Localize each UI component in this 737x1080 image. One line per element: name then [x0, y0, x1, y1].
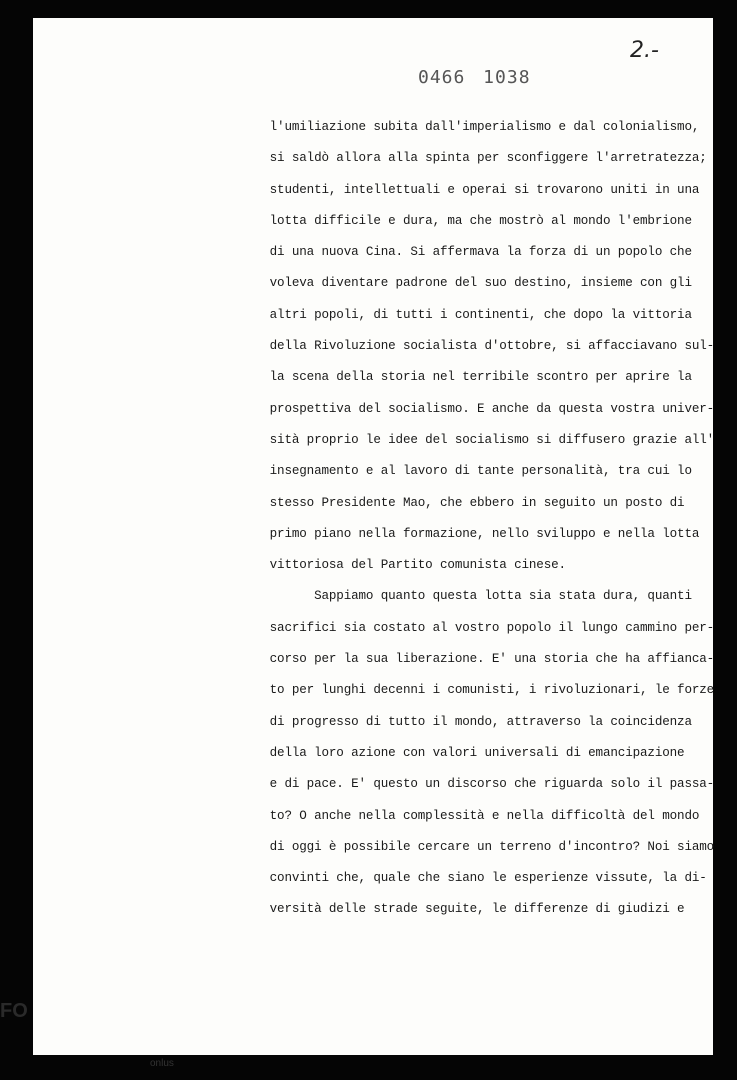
text-line: e di pace. E' questo un discorso che riguarda solo il passa- — [240, 777, 715, 792]
text-line: studenti, intellettuali e operai si trovarono uniti in una — [240, 182, 700, 197]
text-line: la scena della storia nel terribile scontro per aprire la — [240, 370, 692, 385]
text-line: di oggi è possibile cercare un terreno d'incontro? Noi siamo — [240, 839, 715, 854]
text-line: to? O anche nella complessità e nella difficoltà del mondo — [240, 808, 700, 823]
text-line: della loro azione con valori universali di emancipazione — [240, 745, 685, 760]
text-line: insegnamento e al lavoro di tante personalità, tra cui lo — [240, 464, 692, 479]
text-line: sità proprio le idee del socialismo si diffusero grazie all' — [240, 432, 715, 447]
text-line: l'umiliazione subita dall'imperialismo e dal colonialismo, — [240, 120, 700, 134]
text-line: versità delle strade seguite, le differenze di giudizi e — [240, 902, 685, 917]
text-line: prospettiva del socialismo. E anche da questa vostra univer- — [240, 401, 715, 416]
text-line: di progresso di tutto il mondo, attraverso la coincidenza — [240, 714, 692, 729]
text-line: stesso Presidente Mao, che ebbero in seguito un posto di — [240, 495, 685, 510]
text-line: si saldò allora alla spinta per sconfiggere l'arretratezza; — [240, 151, 707, 166]
text-line: to per lunghi decenni i comunisti, i rivoluzionari, le forze — [240, 683, 715, 698]
text-line: convinti che, quale che siano le esperienze vissute, la di- — [240, 871, 707, 886]
page-number: 2.- — [630, 38, 659, 63]
text-line: sacrifici sia costato al vostro popolo il lungo cammino per- — [240, 620, 715, 635]
text-line: primo piano nella formazione, nello sviluppo e nella lotta — [240, 526, 700, 541]
text-line: vittoriosa del Partito comunista cinese. — [240, 558, 566, 573]
text-line: della Rivoluzione socialista d'ottobre, si affacciavano sul- — [240, 339, 715, 354]
watermark-onlus: onlus — [150, 1058, 174, 1069]
text-line: altri popoli, di tutti i continenti, che dopo la vittoria — [240, 307, 692, 322]
text-line: corso per la sua liberazione. E' una storia che ha affianca- — [240, 652, 715, 667]
document-body — [240, 117, 715, 931]
text-line: Sappiamo quanto questa lotta sia stata dura, quanti — [240, 589, 692, 604]
watermark-logo: FO — [0, 1000, 28, 1022]
text-line: voleva diventare padrone del suo destino, insieme con gli — [240, 276, 692, 291]
archive-number: 0466 1038 — [418, 67, 531, 88]
text-line: di una nuova Cina. Si affermava la forza di un popolo che — [240, 245, 692, 260]
text-line: lotta difficile e dura, ma che mostrò al mondo l'embrione — [240, 213, 692, 228]
